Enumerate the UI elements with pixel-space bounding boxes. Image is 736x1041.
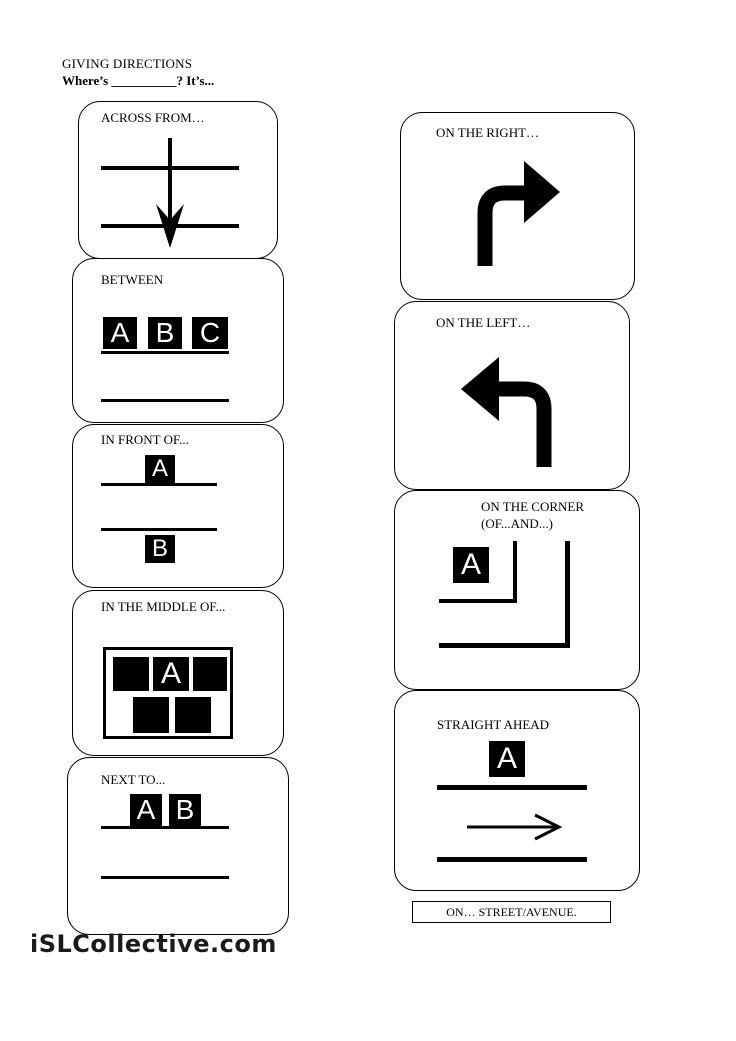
block-top-left <box>113 657 149 691</box>
street-line-bottom <box>101 399 229 402</box>
street-line-bottom <box>437 857 587 862</box>
block-bottom-left <box>133 697 169 733</box>
card-on-the-corner <box>394 490 640 690</box>
card-label: ON THE LEFT… <box>436 315 531 330</box>
corner-outer-horizontal <box>439 643 570 648</box>
letter-box-a: A <box>103 317 137 349</box>
turn-left-arrow-icon <box>459 357 555 467</box>
card-label: IN FRONT OF... <box>101 432 189 447</box>
block-bottom-right <box>175 697 211 733</box>
card-straight-ahead <box>394 690 640 891</box>
watermark: iSLCollective.com <box>30 930 277 958</box>
letter-box-b: B <box>169 794 201 826</box>
letter-box-c: C <box>192 317 228 349</box>
card-label: BETWEEN <box>101 272 164 287</box>
card-between <box>72 258 284 423</box>
corner-outer-vertical <box>565 541 570 648</box>
street-line-bottom <box>101 528 217 531</box>
card-label-2: (OF...AND...) <box>481 516 553 531</box>
card-label: ON THE CORNER <box>481 499 585 514</box>
card-next-to <box>67 757 289 935</box>
card-label: NEXT TO... <box>101 772 166 787</box>
letter-box-a: A <box>130 794 162 826</box>
street-line-top <box>437 785 587 790</box>
letter-box-a: A <box>145 455 175 483</box>
card-label: ON THE RIGHT… <box>436 125 540 140</box>
letter-box-b: B <box>148 317 182 349</box>
street-avenue-box: ON… STREET/AVENUE. <box>412 901 611 923</box>
block-top-right <box>193 657 227 691</box>
letter-box-a: A <box>489 741 525 777</box>
card-label: STRAIGHT AHEAD <box>437 717 550 732</box>
arrow-right-icon <box>467 813 563 841</box>
street-line-top <box>101 351 229 354</box>
worksheet-title: GIVING DIRECTIONS <box>62 56 193 71</box>
street-line-top <box>101 483 217 486</box>
card-in-the-middle-of <box>72 590 284 756</box>
corner-inner-vertical <box>513 541 517 603</box>
street-line-top <box>101 826 229 829</box>
letter-box-a: A <box>153 657 189 691</box>
card-across-from <box>78 101 278 259</box>
card-label: ACROSS FROM… <box>101 110 205 125</box>
street-line-bottom <box>101 876 229 879</box>
arrow-down-icon <box>153 138 187 250</box>
turn-right-arrow-icon <box>471 161 561 266</box>
letter-box-a: A <box>453 547 489 583</box>
card-label: IN THE MIDDLE OF... <box>101 599 226 614</box>
corner-inner-horizontal <box>439 599 517 603</box>
letter-box-b: B <box>145 535 175 563</box>
card-on-the-left <box>394 301 630 490</box>
card-on-the-right <box>400 112 635 300</box>
card-in-front-of <box>72 424 284 588</box>
worksheet-subtitle: Where’s __________? It’s... <box>62 73 215 88</box>
